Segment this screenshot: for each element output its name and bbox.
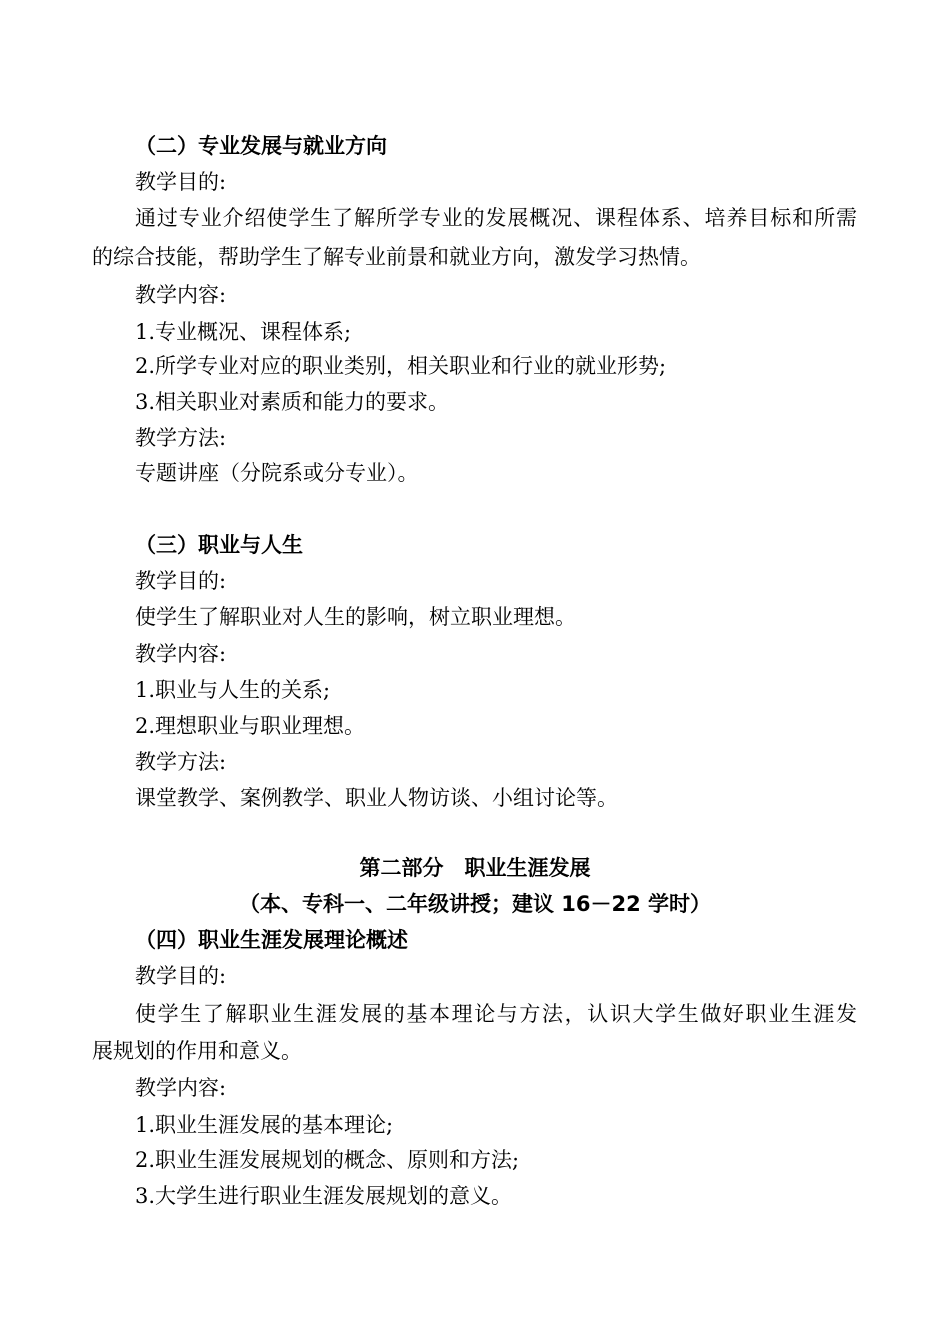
goal-label: 教学目的: bbox=[135, 964, 227, 988]
method-label: 教学方法: bbox=[135, 750, 227, 774]
goal-text-continued: 展规划的作用和意义。 bbox=[92, 1039, 302, 1063]
method-label: 教学方法: bbox=[135, 426, 227, 450]
method-text: 课堂教学、案例教学、职业人物访谈、小组讨论等。 bbox=[135, 786, 618, 810]
content-item: 3.大学生进行职业生涯发展规划的意义。 bbox=[135, 1184, 513, 1208]
goal-label: 教学目的: bbox=[135, 170, 227, 194]
content-item: 3.相关职业对素质和能力的要求。 bbox=[135, 390, 450, 414]
content-label: 教学内容: bbox=[135, 1076, 227, 1100]
section-heading: （二）专业发展与就业方向 bbox=[135, 134, 387, 158]
goal-text-continued: 的综合技能，帮助学生了解专业前景和就业方向，激发学习热情。 bbox=[92, 245, 701, 269]
part-subtitle: （本、专科一、二年级讲授；建议 16－22 学时） bbox=[238, 892, 712, 916]
content-item: 2.职业生涯发展规划的概念、原则和方法; bbox=[135, 1148, 520, 1172]
goal-label: 教学目的: bbox=[135, 569, 227, 593]
content-item: 1.专业概况、课程体系; bbox=[135, 320, 352, 344]
section-heading: （三）职业与人生 bbox=[135, 533, 303, 557]
content-label: 教学内容: bbox=[135, 283, 227, 307]
content-item: 2.理想职业与职业理想。 bbox=[135, 714, 366, 738]
method-text: 专题讲座（分院系或分专业）。 bbox=[135, 461, 419, 485]
content-item: 1.职业生涯发展的基本理论; bbox=[135, 1113, 394, 1137]
content-label: 教学内容: bbox=[135, 642, 227, 666]
part-title: 第二部分 职业生涯发展 bbox=[359, 856, 591, 880]
goal-text: 使学生了解职业对人生的影响，树立职业理想。 bbox=[135, 605, 576, 629]
content-item: 2.所学专业对应的职业类别，相关职业和行业的就业形势; bbox=[135, 354, 667, 378]
goal-text: 使学生了解职业生涯发展的基本理论与方法，认识大学生做好职业生涯发 bbox=[135, 1002, 857, 1026]
content-item: 1.职业与人生的关系; bbox=[135, 678, 331, 702]
section-heading: （四）职业生涯发展理论概述 bbox=[135, 928, 408, 952]
goal-text: 通过专业介绍使学生了解所学专业的发展概况、课程体系、培养目标和所需 bbox=[135, 206, 857, 230]
